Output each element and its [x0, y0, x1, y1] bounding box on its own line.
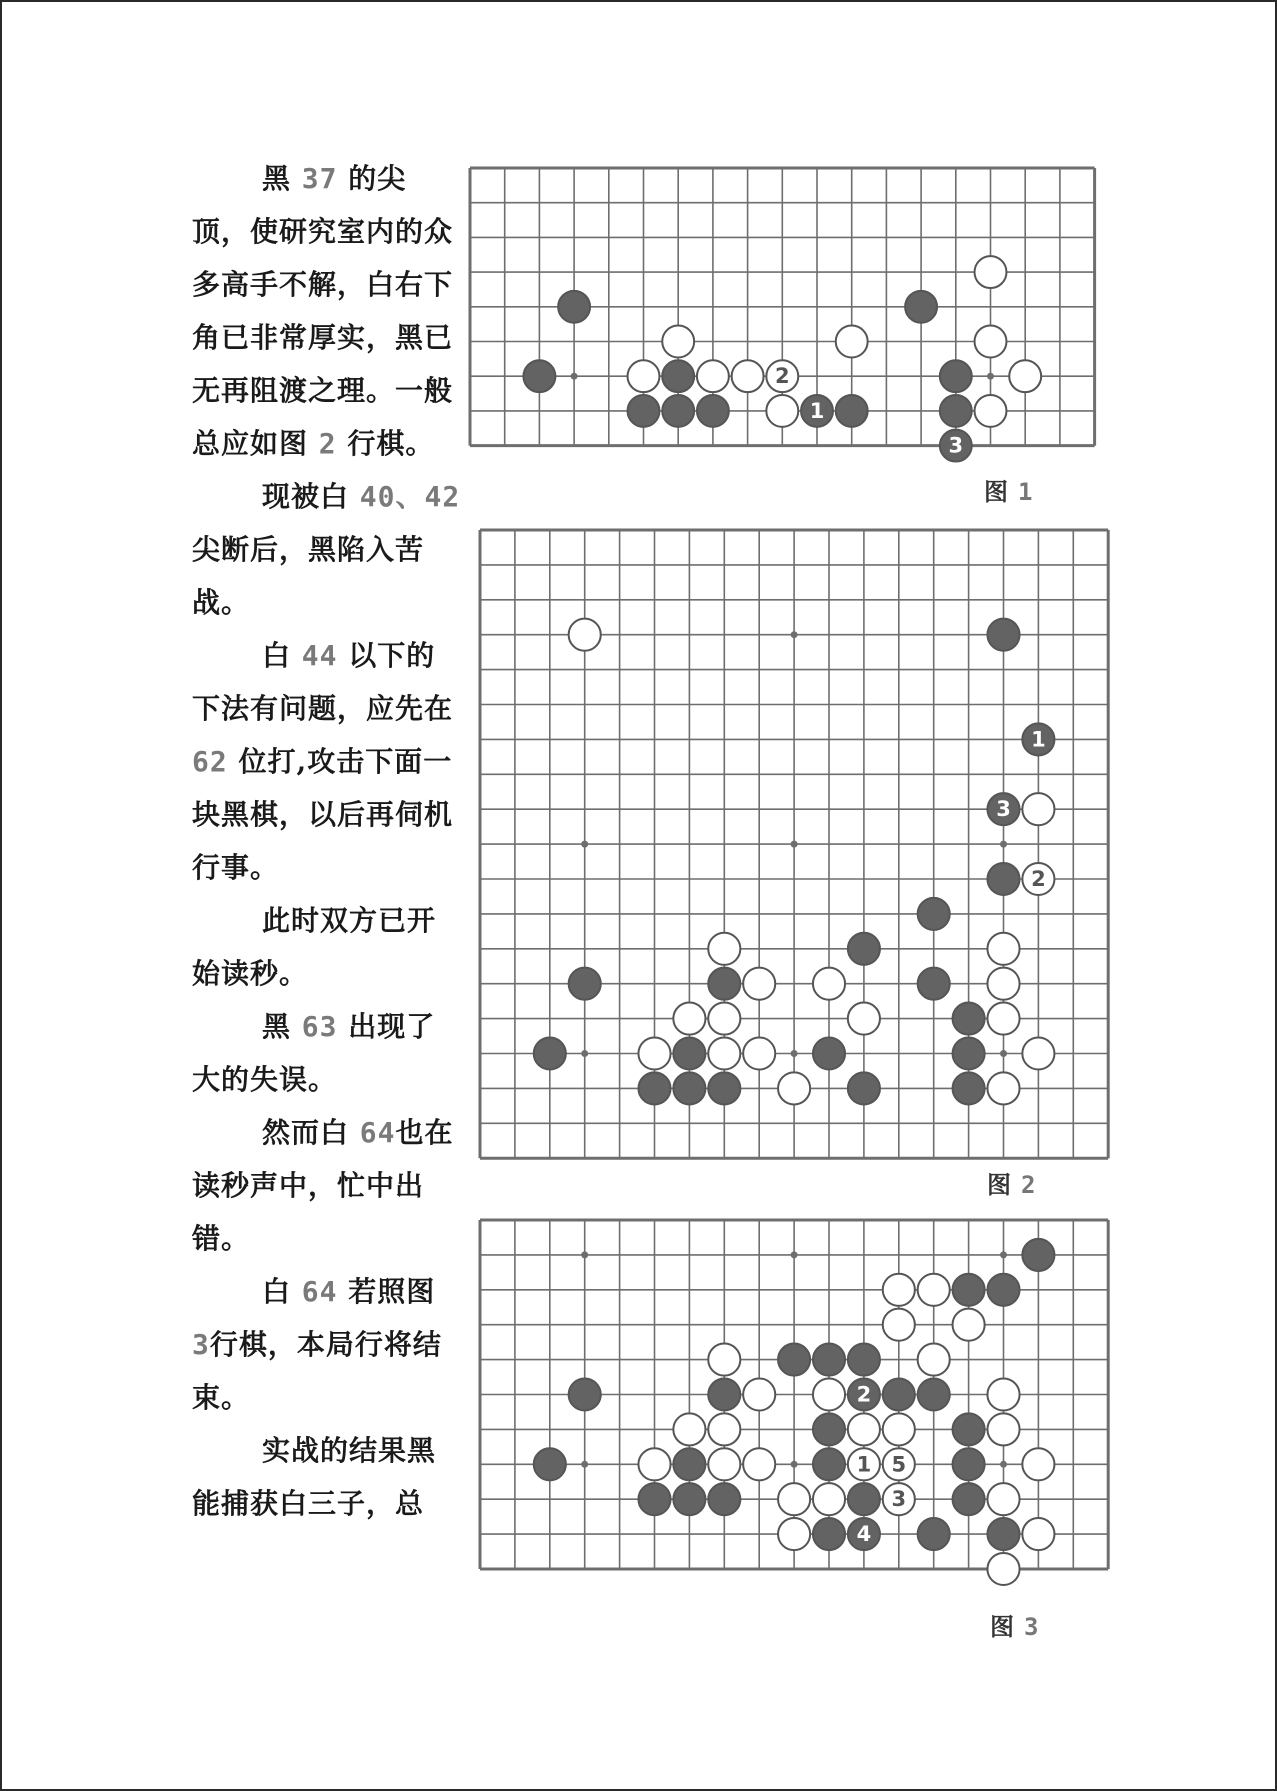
move-label: 2: [856, 1382, 872, 1407]
white-stone: [848, 1413, 880, 1445]
white-stone: [743, 1378, 775, 1410]
black-stone: [673, 1448, 705, 1480]
star-point: [1000, 841, 1007, 848]
move-label: 1: [1031, 727, 1046, 752]
white-stone: [732, 360, 764, 392]
move-label: 3: [996, 797, 1011, 822]
white-stone: [848, 1448, 880, 1480]
white-stone: [975, 395, 1007, 427]
white-stone: [813, 968, 845, 1000]
figure-2-caption: 图 2: [987, 1170, 1036, 1199]
move-number: 62: [192, 745, 228, 778]
figure-2-board: [478, 528, 1118, 1168]
star-point: [791, 1461, 798, 1468]
black-stone: [848, 1483, 880, 1515]
star-point: [791, 1251, 798, 1258]
move-number: 40、42: [359, 480, 461, 513]
white-stone: [883, 1483, 915, 1515]
black-stone: [953, 1037, 985, 1069]
white-stone: [1022, 793, 1054, 825]
star-point: [987, 373, 994, 380]
black-stone: [848, 1344, 880, 1376]
black-stone: [953, 1483, 985, 1515]
white-stone: [975, 326, 1007, 358]
white-stone: [883, 1309, 915, 1341]
black-stone: [848, 1378, 880, 1410]
black-stone: [534, 1448, 566, 1480]
black-stone: [883, 1378, 915, 1410]
move-label: 2: [774, 364, 790, 389]
star-point: [1000, 1461, 1007, 1468]
black-stone: [918, 968, 950, 1000]
white-stone: [883, 1413, 915, 1445]
black-stone: [662, 395, 694, 427]
white-stone: [708, 1413, 740, 1445]
black-stone: [940, 395, 972, 427]
black-stone: [708, 1483, 740, 1515]
move-label: 2: [1031, 867, 1046, 891]
black-stone: [1022, 1239, 1054, 1271]
paragraph-3: 白 44 以下的下法有问题，应先在 62 位打,攻击下面一块黑棋，以后再伺机行事。: [192, 639, 454, 884]
white-stone: [673, 1413, 705, 1445]
figure-1-caption: 图 1: [984, 477, 1033, 506]
move-number: 37: [301, 162, 338, 195]
black-stone: [673, 1072, 705, 1104]
move-label: 3: [891, 1487, 907, 1512]
black-stone: [523, 360, 555, 392]
black-stone: [673, 1483, 705, 1515]
paragraph-7: 白 64 若照图 3行棋，本局行将结束。: [192, 1275, 442, 1414]
white-stone: [918, 1344, 950, 1376]
white-stone: [697, 360, 729, 392]
paragraph-5: 黑 63 出现了大的失误。: [192, 1010, 436, 1096]
white-stone: [638, 1037, 670, 1069]
white-stone: [918, 1274, 950, 1306]
move-number: 44: [301, 639, 338, 672]
figure-reference: 3: [192, 1328, 210, 1361]
star-point: [571, 373, 578, 380]
paragraph-4: 此时双方已开始读秒。: [192, 904, 437, 990]
black-stone: [987, 793, 1019, 825]
black-stone: [628, 395, 660, 427]
star-point: [791, 1050, 798, 1057]
white-stone: [778, 1518, 810, 1550]
paragraph-6: 然而白 64也在读秒声中，忙中出错。: [192, 1116, 454, 1255]
black-stone: [987, 1274, 1019, 1306]
white-stone: [987, 1003, 1019, 1035]
black-stone: [953, 1413, 985, 1445]
star-point: [581, 1461, 588, 1468]
black-stone: [778, 1344, 810, 1376]
black-stone: [708, 1378, 740, 1410]
figure-3-caption: 图 3: [990, 1612, 1039, 1641]
black-stone: [953, 1072, 985, 1104]
black-stone: [987, 863, 1019, 895]
white-stone: [708, 1003, 740, 1035]
black-stone: [813, 1344, 845, 1376]
figure-reference: 2: [318, 427, 337, 460]
white-stone: [673, 1003, 705, 1035]
white-stone: [975, 256, 1007, 288]
white-stone: [1022, 1518, 1054, 1550]
black-stone: [708, 968, 740, 1000]
white-stone: [987, 1378, 1019, 1410]
white-stone: [813, 1483, 845, 1515]
black-stone: [569, 968, 601, 1000]
white-stone: [953, 1309, 985, 1341]
white-stone: [987, 1553, 1019, 1585]
paragraph-8: 实战的结果黑能捕获白三子，总: [192, 1434, 437, 1520]
black-stone: [953, 1003, 985, 1035]
black-stone: [558, 291, 590, 323]
black-stone: [836, 395, 868, 427]
white-stone: [743, 1037, 775, 1069]
white-stone: [1009, 360, 1041, 392]
star-point: [1000, 1251, 1007, 1258]
white-stone: [638, 1448, 670, 1480]
black-stone: [673, 1037, 705, 1069]
figure-1-board: [468, 166, 1108, 468]
black-stone: [569, 1378, 601, 1410]
white-stone: [743, 1448, 775, 1480]
black-stone: [801, 395, 833, 427]
white-stone: [813, 1378, 845, 1410]
white-stone: [766, 395, 798, 427]
star-point: [581, 1251, 588, 1258]
black-stone: [708, 1072, 740, 1104]
move-label: 1: [809, 398, 825, 423]
black-stone: [813, 1448, 845, 1480]
white-stone: [883, 1448, 915, 1480]
black-stone: [697, 395, 729, 427]
commentary-column: [192, 152, 462, 1530]
star-point: [791, 841, 798, 848]
black-stone: [987, 1518, 1019, 1550]
black-stone: [918, 1378, 950, 1410]
move-label: 3: [948, 433, 964, 458]
white-stone: [1022, 1037, 1054, 1069]
black-stone: [848, 933, 880, 965]
white-stone: [662, 326, 694, 358]
white-stone: [708, 1037, 740, 1069]
white-stone: [1022, 863, 1054, 895]
move-label: 1: [856, 1452, 872, 1477]
star-point: [791, 631, 798, 638]
black-stone: [918, 898, 950, 930]
black-stone: [813, 1518, 845, 1550]
black-stone: [638, 1483, 670, 1515]
move-number: 64: [359, 1116, 396, 1149]
white-stone: [1022, 1448, 1054, 1480]
black-stone: [987, 619, 1019, 651]
black-stone: [813, 1037, 845, 1069]
black-stone: [1022, 723, 1054, 755]
move-label: 4: [856, 1522, 872, 1547]
move-label: 5: [891, 1452, 907, 1477]
black-stone: [940, 360, 972, 392]
white-stone: [836, 326, 868, 358]
black-stone: [953, 1448, 985, 1480]
white-stone: [708, 933, 740, 965]
black-stone: [953, 1274, 985, 1306]
white-stone: [628, 360, 660, 392]
white-stone: [778, 1483, 810, 1515]
white-stone: [987, 1483, 1019, 1515]
black-stone: [662, 360, 694, 392]
black-stone: [813, 1413, 845, 1445]
white-stone: [987, 1413, 1019, 1445]
black-stone: [848, 1518, 880, 1550]
black-stone: [905, 291, 937, 323]
white-stone: [987, 968, 1019, 1000]
white-stone: [743, 968, 775, 1000]
black-stone: [940, 430, 972, 462]
move-number: 64: [301, 1275, 338, 1308]
white-stone: [778, 1072, 810, 1104]
white-stone: [569, 619, 601, 651]
paragraph-1: 黑 37 的尖顶，使研究室内的众多高手不解，白右下角已非常厚实，黑已无再阻渡之理。一般总应如图 2 行棋。: [192, 162, 454, 460]
white-stone: [883, 1274, 915, 1306]
black-stone: [918, 1518, 950, 1550]
white-stone: [987, 933, 1019, 965]
star-point: [581, 841, 588, 848]
black-stone: [848, 1072, 880, 1104]
black-stone: [638, 1072, 670, 1104]
figure-3-board: [478, 1218, 1118, 1614]
white-stone: [766, 360, 798, 392]
star-point: [581, 1050, 588, 1057]
move-number: 63: [301, 1010, 338, 1043]
white-stone: [987, 1072, 1019, 1104]
white-stone: [848, 1003, 880, 1035]
star-point: [1000, 1050, 1007, 1057]
black-stone: [534, 1037, 566, 1069]
paragraph-2: 现被白 40、42 尖断后，黑陷入苦战。: [192, 480, 461, 619]
white-stone: [708, 1448, 740, 1480]
white-stone: [708, 1344, 740, 1376]
